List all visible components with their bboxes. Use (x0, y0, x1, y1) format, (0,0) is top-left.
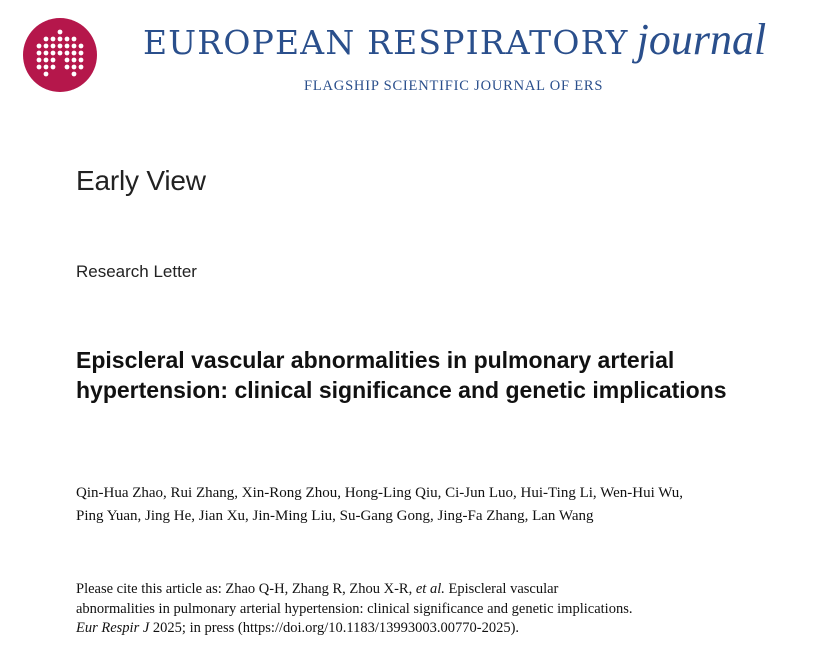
citation-et-al: et al. (415, 581, 445, 597)
author-line-1: Qin-Hua Zhao, Rui Zhang, Xin-Rong Zhou, Hong-Ling Qiu, Ci-Jun Luo, Hui-Ting Li, Wen-Hui Wu, (76, 485, 684, 501)
author-line-2: Ping Yuan, Jing He, Jian Xu, Jin-Ming Liu, Su-Gang Gong, Jing-Fa Zhang, Lan Wang (76, 508, 594, 524)
journal-tagline: FLAGSHIP SCIENTIFIC JOURNAL OF ERS (304, 78, 604, 94)
author-list (76, 482, 776, 528)
citation-block (76, 580, 776, 639)
ers-lungs-logo-icon (23, 18, 97, 92)
journal-title-italic: journal (636, 15, 767, 64)
section-heading: Early View (76, 165, 206, 196)
journal-masthead (0, 0, 815, 110)
citation-line3-rest: 2025; in press (https://doi.org/10.1183/13993003.00770-2025). (149, 620, 520, 636)
article-type: Research Letter (76, 262, 197, 281)
citation-line-2: abnormalities in pulmonary arterial hypertension: clinical significance and genetic implications. (76, 600, 633, 617)
citation-journal: Eur Respir J (76, 620, 150, 636)
article-title: Episcleral vascular abnormalities in pulmonary arterial hypertension: clinical significance and genetic implications (76, 347, 727, 403)
citation-line-3 (76, 619, 776, 639)
citation-prefix: Please cite this article as: Zhao Q-H, Zhang R, Zhou X-R, (76, 581, 416, 597)
journal-title (143, 14, 766, 65)
citation-line1-rest: Episcleral vascular (444, 581, 559, 597)
journal-title-caps: EUROPEAN RESPIRATORY (143, 23, 629, 62)
citation-line-1 (76, 580, 776, 600)
